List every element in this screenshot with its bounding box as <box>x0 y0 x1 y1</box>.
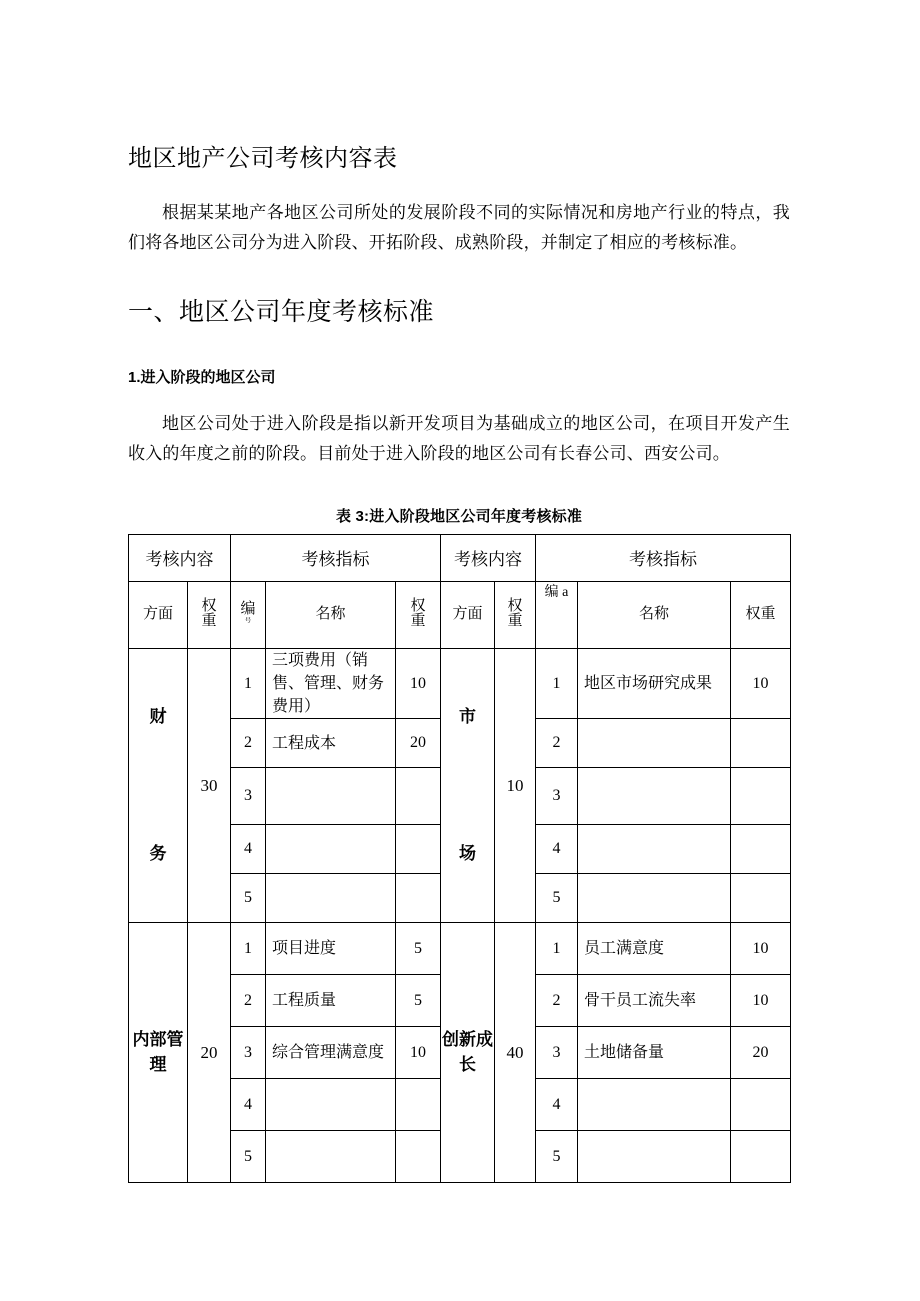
indicator-weight <box>396 1079 441 1131</box>
row-index: 3 <box>231 768 266 825</box>
itemweight-char-1: 权 <box>410 598 426 615</box>
indicator-name <box>266 825 396 874</box>
index-char-2: 号 <box>244 617 252 624</box>
indicator-weight <box>731 1079 791 1131</box>
row-index: 3 <box>231 1027 266 1079</box>
header-indicator-right: 考核指标 <box>536 534 791 581</box>
subheader-weight-left <box>188 581 231 648</box>
row-index: 1 <box>231 648 266 719</box>
indicator-weight: 10 <box>396 648 441 719</box>
aspect-weight-innovation-growth: 40 <box>495 923 536 1183</box>
indicator-name <box>266 1131 396 1183</box>
indicator-weight: 10 <box>731 975 791 1027</box>
aspect-char-1: 市 <box>459 706 476 726</box>
indicator-weight <box>731 874 791 923</box>
row-index: 4 <box>536 1079 578 1131</box>
indicator-weight <box>396 825 441 874</box>
indicator-weight: 10 <box>731 923 791 975</box>
indicator-name: 工程成本 <box>266 719 396 768</box>
vertical-text-weight-left <box>201 599 216 629</box>
aspect-weight-financial: 30 <box>188 648 231 923</box>
subsection-heading-1: 1.进入阶段的地区公司 <box>128 369 276 387</box>
subheader-name-left: 名称 <box>266 581 396 648</box>
header-indicator-left: 考核指标 <box>231 534 441 581</box>
header-content-right: 考核内容 <box>441 534 536 581</box>
aspect-label-internal-management: 内部管理 <box>129 923 188 1183</box>
weight-r-char-1: 权 <box>507 598 523 615</box>
row-index: 4 <box>231 825 266 874</box>
subheader-itemweight-left <box>396 581 441 648</box>
indicator-weight <box>731 719 791 768</box>
subheader-index-right: 编 a <box>536 581 578 648</box>
row-index: 3 <box>536 768 578 825</box>
indicator-name <box>578 719 731 768</box>
document-content <box>128 0 790 1183</box>
row-index: 5 <box>231 874 266 923</box>
indicator-name <box>578 1079 731 1131</box>
itemweight-char-2: 重 <box>410 613 426 630</box>
row-index: 3 <box>536 1027 578 1079</box>
section-heading-1: 一、地区公司年度考核标准 <box>128 298 435 327</box>
subheader-itemweight-right: 权重 <box>731 581 791 648</box>
table-sub-header-row <box>129 581 791 648</box>
row-index: 2 <box>536 975 578 1027</box>
indicator-name <box>266 1079 396 1131</box>
aspect-label-innovation-growth: 创新成长 <box>441 923 495 1183</box>
indicator-weight: 20 <box>396 719 441 768</box>
assessment-table <box>128 534 791 1184</box>
indicator-weight: 5 <box>396 975 441 1027</box>
row-index: 1 <box>536 923 578 975</box>
index-char-1: 编 <box>240 601 256 618</box>
weight-r-char-2: 重 <box>507 613 523 630</box>
table-group-header-row <box>129 534 791 581</box>
subheader-weight-right <box>495 581 536 648</box>
indicator-name <box>266 874 396 923</box>
subheader-index-left <box>231 581 266 648</box>
aspect-label-market <box>441 648 495 923</box>
indicator-name: 骨干员工流失率 <box>578 975 731 1027</box>
weight-char-2: 重 <box>201 613 217 630</box>
indicator-name: 土地储备量 <box>578 1027 731 1079</box>
indicator-weight <box>731 1131 791 1183</box>
indicator-weight <box>731 768 791 825</box>
vertical-text-index-left <box>240 602 255 625</box>
indicator-name <box>266 768 396 825</box>
row-index: 5 <box>536 874 578 923</box>
weight-char-1: 权 <box>201 598 217 615</box>
header-content-left: 考核内容 <box>129 534 231 581</box>
intro-paragraph: 根据某某地产各地区公司所处的发展阶段不同的实际情况和房地产行业的特点，我们将各地区公司分为进入阶段、开拓阶段、成熟阶段，并制定了相应的考核标准。 <box>128 202 790 252</box>
aspect-weight-market: 10 <box>495 648 536 923</box>
row-index: 4 <box>536 825 578 874</box>
indicator-name <box>578 1131 731 1183</box>
indicator-weight <box>396 768 441 825</box>
row-index: 2 <box>231 719 266 768</box>
row-index: 2 <box>536 719 578 768</box>
indicator-weight: 20 <box>731 1027 791 1079</box>
indicator-weight: 10 <box>731 648 791 719</box>
aspect-char-2: 务 <box>149 843 167 863</box>
indicator-weight: 10 <box>396 1027 441 1079</box>
row-index: 5 <box>536 1131 578 1183</box>
indicator-weight <box>396 874 441 923</box>
row-index: 4 <box>231 1079 266 1131</box>
subheader-aspect-right: 方面 <box>441 581 495 648</box>
table-row <box>129 648 791 719</box>
indicator-weight <box>396 1131 441 1183</box>
aspect-char-2: 场 <box>459 843 476 863</box>
page-title: 地区地产公司考核内容表 <box>128 145 398 172</box>
aspect-vertical-stack <box>441 649 494 923</box>
row-index: 2 <box>231 975 266 1027</box>
indicator-name <box>578 825 731 874</box>
indicator-name <box>578 768 731 825</box>
indicator-name <box>578 874 731 923</box>
indicator-name: 综合管理满意度 <box>266 1027 396 1079</box>
subsection-paragraph-1: 地区公司处于进入阶段是指以新开发项目为基础成立的地区公司，在项目开发产生收入的年度之前的阶段。目前处于进入阶段的地区公司有长春公司、西安公司。 <box>128 414 790 464</box>
row-index: 5 <box>231 1131 266 1183</box>
vertical-text-weight-right <box>507 599 522 629</box>
subheader-name-right: 名称 <box>578 581 731 648</box>
indicator-name: 地区市场研究成果 <box>578 648 731 719</box>
aspect-weight-internal-management: 20 <box>188 923 231 1183</box>
vertical-text-itemweight-left <box>410 599 425 629</box>
subheader-aspect-left: 方面 <box>129 581 188 648</box>
indicator-name: 工程质量 <box>266 975 396 1027</box>
indicator-weight <box>731 825 791 874</box>
indicator-name: 三项费用（销售、管理、财务费用） <box>266 648 396 719</box>
aspect-char-1: 财 <box>149 706 167 726</box>
indicator-name: 员工满意度 <box>578 923 731 975</box>
table-row <box>129 923 791 975</box>
aspect-vertical-stack <box>129 649 187 923</box>
row-index: 1 <box>536 648 578 719</box>
row-index: 1 <box>231 923 266 975</box>
aspect-label-financial <box>129 648 188 923</box>
indicator-weight: 5 <box>396 923 441 975</box>
table-caption: 表 3:进入阶段地区公司年度考核标准 <box>335 507 583 525</box>
indicator-name: 项目进度 <box>266 923 396 975</box>
